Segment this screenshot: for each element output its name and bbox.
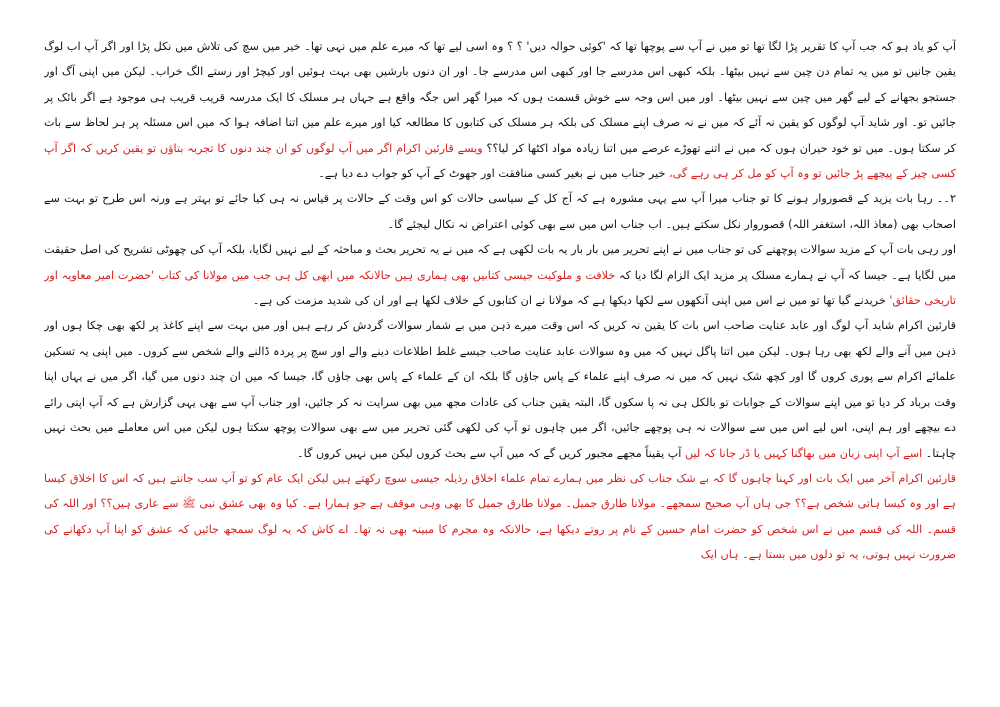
text-segment-emphasis: ویسے قارئین اکرام اگر میں آپ لوگوں کو ان چند دنوں کا تجربہ بتاؤں تو یقین کریں کہ اگر آپ کسی چیز کے پیچھے پڑ جائیں تو وہ آپ کو مل کر ہی رہے گی،	[44, 141, 956, 181]
text-segment: اور رہی بات آپ کے مزید سوالات پوچھنے کی تو جناب میں نے اپنے تحریر میں بار بار یہ بات لکھی ہے کہ میں نے یہ تحریر بحث و مباحثہ کے لیے نہیں لگایا، بلکہ آپ کی چھوٹی تشریح کی اصل حقیقت میں لگایا ہے۔ جیسا کہ آپ نے ہمارے مسلک پر مزید ایک الزام لگا دیا کہ	[44, 243, 956, 282]
text-segment: خیر جناب میں نے بغیر کسی منافقت اور جھوٹ کے آپ کو جواب دے دیا ہے۔	[318, 167, 666, 181]
text-segment-emphasis: خلافت و ملوکیت جیسی کتابیں بھی ہماری ہیں حالانکہ میں ابھی کل ہی جب میں مولانا کی کتاب 'حضرت امیر معاویہ اور تاریخی حقائق'	[44, 268, 956, 308]
document-page	[44, 34, 956, 694]
paragraph-more-questions	[44, 237, 956, 313]
text-segment: قارئین اکرام شاید آپ لوگ اور عابد عنایت صاحب اس بات کا یقین نہ کریں کہ اس وقت میرے ذہن میں بے شمار سوالات گردش کر رہے ہیں اور میں بہت سے اپنے کاغذ پر لکھ بھی چکا ہوں اور ذہن میں آنے والے لکھ بھی رہا ہوں۔ لیکن میں اتنا پاگل نہیں کہ میں وہ سوالات عابد عنایت صاحب جیسے غلط اطلاعات دینے والے اور سچ پر پردہ ڈالنے والے شخص سے کروں۔ میں اپنی یہ تسکین علمائے اکرام سے پوری کروں گا اور کچھ شک نہیں کہ میں نہ صرف اپنے علماء کے پاس جاؤں گا بلکہ ان کے علماء کے پاس بھی جاؤں گا، جیسا کہ میں ان چند دنوں میں گیا، اگر میں نے یہاں اپنا وقت برباد کر دیا تو میں اپنے سوالات کے جوابات تو بالکل ہی نہ پا سکوں گا، البتہ یقین جناب کی عادات مجھ میں بھی سرایت نہ کر جائیں، اور جناب آپ سے بھی یہی گزارش ہے کہ آپ اپنی رائے دے بیچھے اور ہم اپنی، اس لیے اس میں سے سوالات نہ ہی پوچھے جائیں، اگر میں چاہوں تو آپ کی لکھی گئی تحریر میں سے بھی سوالات پوچھ سکتا ہوں لیکن میں اس معاملے میں بحث نہیں چاہتا۔	[44, 319, 956, 460]
text-segment-emphasis: قارئین اکرام آخر میں ایک بات اور کہنا چاہوں گا کہ بے شک جناب کی نظر میں ہمارے تمام علماء اخلاق رذیلہ جیسی سوچ رکھتے ہیں لیکن ایک عام کو تو آپ سب جانتے ہیں کہ اس کا اخلاق کیسا ہے اور وہ کیسا ہاتی شخص ہے؟؟ جی ہاں آپ صحیح سمجھے۔ مولانا طارق جمیل۔ مولانا طارق جمیل کا بھی وہی موقف ہے جو ہمارا ہے۔ کیا وہ بھی عشق نبی ﷺ سے عاری ہیں؟؟ اور اللہ کی قسم۔ اللہ کی قسم میں نے اس شخص کو حضرت امام حسین کے نام پر روتے دیکھا ہے، حالانکہ وہ مجرم کا مبینہ بھی نہ تھا۔ اے کاش کہ یہ لوگ سمجھ جائیں کہ عشق کو اپنا آپ دکھانے کی ضرورت نہیں ہوتی، یہ تو دلوں میں بستا ہے۔ ہاں ایک	[44, 471, 956, 562]
text-segment: آپ یقیناً مجھے مجبور کریں گے کہ میں آپ سے بحث کروں لیکن میں نہیں کروں گا۔	[297, 446, 682, 460]
paragraph-reply-intro	[44, 34, 956, 186]
text-segment: آپ کو یاد ہو کہ جب آپ کا تقریر پڑا لگا تھا تو میں نے آپ سے پوچھا تھا کہ 'کوئی حوالہ دیں' ؟ ؟ وہ اسی لیے تھا کہ میرے علم میں نہی تھا۔ خیر میں سچ کی تلاش میں نکل پڑا اور اگر آپ اب لوگ یقین جانیں تو میں یہ تمام دن چین سے نہیں بیٹھا۔ بلکہ کبھی اس مدرسے جا اور کبھی اس مدرسے جا۔ اور ان دنوں بارشیں بھی بہت ہوئیں اور کیچڑ اور رستے الگ خراب۔ لیکن میں اپنی آگ اور جستجو بجھانے کے لیے گھر میں چین سے نہیں بیٹھا۔ اور میں اس وجہ سے خوش قسمت ہوں کہ میرا گھر اس جگہ واقع ہے جہاں ہر مسلک کا ایک مدرسہ قریب قریب ہی موجود ہے اگر بائک پر جائیں تو۔ اور شاید آپ لوگوں کو یقین نہ آئے کہ میں نے نہ صرف اپنے مسلک کی بلکہ ہر مسلک کی کتابوں کا مطالعہ کیا اور میرے علم میں اتنا اضافہ ہوا کہ میں اس مسئلہ پر ہر لحاظ سے بات کر سکتا ہوں۔ میں تو خود حیران ہوں کہ میں نے اتنے تھوڑے عرصے میں اتنا زیادہ مواد اکٹھا کر لیا؟؟	[44, 40, 956, 155]
text-segment: خریدنے گیا تھا تو میں نے اس میں اپنی آنکھوں سے لکھا دیکھا ہے کہ مولانا نے ان کتابوں کے خلاف لکھا ہے اور ان کی شدید مزمت کی ہے۔	[252, 294, 886, 308]
paragraph-point-2	[44, 186, 956, 237]
paragraph-readers-note	[44, 313, 956, 465]
text-segment: ۲۔۔ رہا بات یزید کے قصوروار ہونے کا تو جناب میرا آپ سے یہی مشورہ ہے کہ آج کل کے سیاسی حالات کو اس وقت کے حالات پر قیاس نہ ہی کیا جائے تو بہتر ہے ورنہ اس طرح تو بہت سے اصحاب بھی (معاذ اللہ، استغفر اللہ) قصوروار نکل سکتے ہیں۔ اب جناب اس میں سے بھی کوئی اعتراض نہ نکال لیجئے گا۔	[44, 192, 956, 231]
paragraph-final-remark	[44, 466, 956, 568]
text-segment-emphasis: اسے آپ اپنی زبان میں بھاگنا کہیں یا ڈر جانا کہ لیں	[684, 446, 923, 460]
